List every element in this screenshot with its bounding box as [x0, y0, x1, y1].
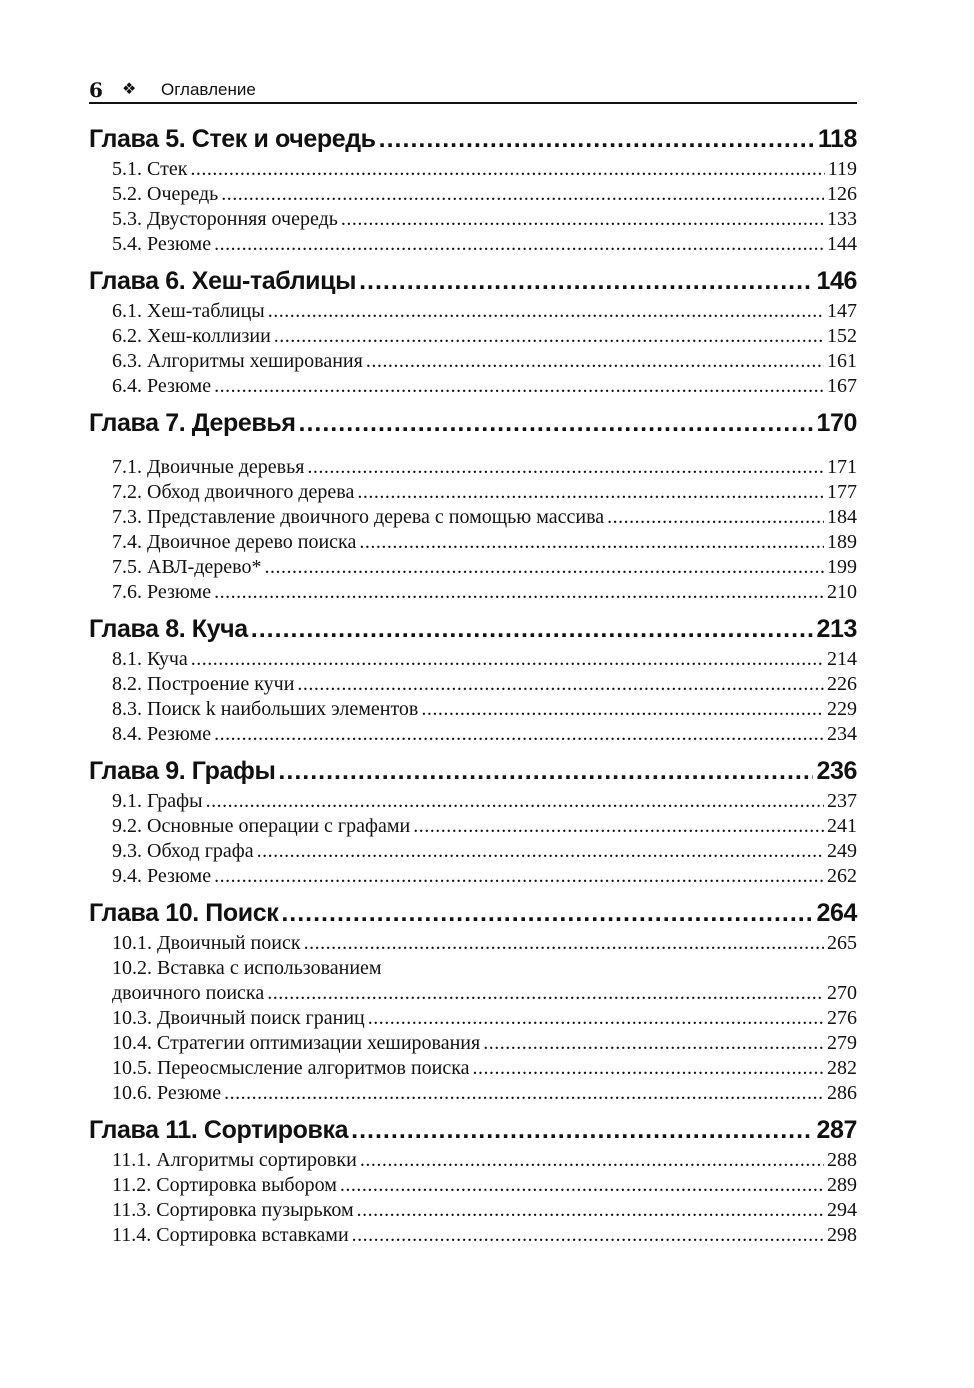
dot-leader [267, 981, 824, 1006]
dot-leader [366, 349, 824, 374]
chapter-heading[interactable] [89, 895, 857, 931]
section-title: 5.4. Резюме [112, 233, 212, 255]
dot-leader [297, 672, 824, 697]
dot-leader [299, 405, 814, 441]
section-title: 6.4. Резюме [112, 375, 212, 397]
dot-leader [359, 263, 813, 299]
section-entry[interactable] [89, 207, 857, 232]
section-page-number: 214 [827, 648, 857, 670]
section-entry[interactable] [89, 580, 857, 605]
section-page-number: 147 [827, 300, 857, 322]
dot-leader [359, 530, 824, 555]
section-page-number: 289 [827, 1174, 857, 1196]
section-title: 8.3. Поиск k наибольших элементов [112, 698, 419, 720]
section-page-number: 184 [827, 506, 857, 528]
section-title: 8.2. Построение кучи [112, 673, 295, 695]
dot-leader [191, 647, 824, 672]
section-entry[interactable] [89, 1081, 857, 1106]
chapter-title: Глава 5. Стек и очередь [89, 125, 376, 153]
dot-leader [304, 931, 824, 956]
section-list [89, 455, 857, 605]
dot-leader [268, 299, 824, 324]
section-page-number: 265 [827, 932, 857, 954]
section-title: 10.1. Двоичный поиск [112, 932, 301, 954]
dot-leader [473, 1056, 824, 1081]
dot-leader [340, 1173, 824, 1198]
section-entry[interactable] [89, 374, 857, 399]
section-entry[interactable] [89, 1173, 857, 1198]
section-title: 5.2. Очередь [112, 183, 219, 205]
ornament-icon: ❖ [122, 79, 137, 98]
section-entry[interactable] [89, 789, 857, 814]
section-page-number: 229 [827, 698, 857, 720]
dot-leader [206, 789, 824, 814]
section-title-line1: 10.2. Вставка с использованием [112, 957, 382, 979]
section-title: 11.1. Алгоритмы сортировки [112, 1149, 357, 1171]
section-title: 7.4. Двоичное дерево поиска [112, 531, 357, 553]
section-title: 7.5. АВЛ-дерево* [112, 556, 262, 578]
section-list [89, 157, 857, 257]
section-page-number: 270 [827, 982, 857, 1004]
dot-leader [264, 555, 824, 580]
section-page-number: 189 [827, 531, 857, 553]
dot-leader [413, 814, 824, 839]
section-entry[interactable] [89, 324, 857, 349]
section-title: 6.2. Хеш-коллизии [112, 325, 271, 347]
dot-leader [214, 374, 824, 399]
section-entry[interactable] [89, 672, 857, 697]
section-title: 7.6. Резюме [112, 581, 212, 603]
chapter-heading[interactable] [89, 263, 857, 299]
section-page-number: 282 [827, 1057, 857, 1079]
section-page-number: 298 [827, 1224, 857, 1246]
section-title: 9.2. Основные операции с графами [112, 815, 411, 837]
dot-leader [379, 121, 815, 157]
section-title: 5.3. Двусторонняя очередь [112, 208, 338, 230]
chapter-title: Глава 11. Сортировка [89, 1116, 349, 1144]
section-entry[interactable] [89, 480, 857, 505]
section-page-number: 144 [827, 233, 857, 255]
section-entry[interactable] [89, 1056, 857, 1081]
chapter-heading[interactable] [89, 611, 857, 647]
section-title: 8.4. Резюме [112, 723, 212, 745]
section-entry[interactable] [89, 157, 857, 182]
section-title: 7.1. Двоичные деревья [112, 456, 305, 478]
section-page-number: 276 [827, 1007, 857, 1029]
dot-leader [214, 232, 824, 257]
dot-leader [221, 182, 824, 207]
section-title: 10.5. Переосмысление алгоритмов поиска [112, 1057, 470, 1079]
section-entry[interactable] [89, 981, 857, 1006]
chapter-page-number: 264 [816, 899, 857, 927]
section-page-number: 152 [827, 325, 857, 347]
dot-leader [278, 753, 813, 789]
section-entry[interactable] [89, 1223, 857, 1248]
page-header [89, 76, 857, 104]
chapter-page-number: 146 [816, 267, 857, 295]
dot-leader [307, 455, 824, 480]
section-entry[interactable] [89, 505, 857, 530]
section-page-number: 279 [827, 1032, 857, 1054]
section-page-number: 234 [827, 723, 857, 745]
section-entry[interactable] [89, 864, 857, 889]
section-list [89, 647, 857, 747]
chapter-page-number: 170 [816, 409, 857, 437]
section-page-number: 241 [827, 815, 857, 837]
section-page-number: 286 [827, 1082, 857, 1104]
dot-leader [368, 1006, 824, 1031]
section-page-number: 171 [827, 456, 857, 478]
section-entry[interactable] [89, 839, 857, 864]
chapter-heading[interactable] [89, 753, 857, 789]
dot-leader [281, 895, 813, 931]
section-title: 8.1. Куча [112, 648, 188, 670]
section-page-number: 262 [827, 865, 857, 887]
section-entry[interactable] [89, 697, 857, 722]
section-page-number: 288 [827, 1149, 857, 1171]
section-title: 10.3. Двоичный поиск границ [112, 1007, 365, 1029]
chapter-title: Глава 6. Хеш-таблицы [89, 267, 357, 295]
section-page-number: 210 [827, 581, 857, 603]
section-list [89, 931, 857, 1106]
section-title: 10.6. Резюме [112, 1082, 222, 1104]
section-title: 11.4. Сортировка вставками [112, 1224, 349, 1246]
section-entry[interactable] [89, 1198, 857, 1223]
section-title: 9.3. Обход графа [112, 840, 254, 862]
section-title: 6.1. Хеш-таблицы [112, 300, 265, 322]
section-entry[interactable] [89, 814, 857, 839]
chapter-page-number: 236 [816, 757, 857, 785]
dot-leader [357, 480, 824, 505]
dot-leader [224, 1081, 824, 1106]
section-title: 7.3. Представление двоичного дерева с помощью массива [112, 506, 605, 528]
chapter-heading[interactable] [89, 121, 857, 157]
section-title: 6.3. Алгоритмы хеширования [112, 350, 363, 372]
section-entry[interactable] [89, 1031, 857, 1056]
section-list [89, 299, 857, 399]
section-page-number: 126 [827, 183, 857, 205]
section-entry[interactable] [89, 349, 857, 374]
dot-leader [214, 864, 824, 889]
dot-leader [341, 207, 824, 232]
table-of-contents [89, 121, 857, 1254]
dot-leader [357, 1198, 824, 1223]
section-page-number: 294 [827, 1199, 857, 1221]
dot-leader [214, 580, 824, 605]
chapter-title: Глава 8. Куча [89, 615, 248, 643]
section-page-number: 133 [827, 208, 857, 230]
dot-leader [214, 722, 824, 747]
section-title: 9.1. Графы [112, 790, 203, 812]
section-list [89, 1148, 857, 1248]
section-title: 9.4. Резюме [112, 865, 212, 887]
dot-leader [257, 839, 824, 864]
section-entry[interactable] [89, 182, 857, 207]
section-page-number: 167 [827, 375, 857, 397]
dot-leader [351, 1112, 813, 1148]
chapter-heading[interactable] [89, 1112, 857, 1148]
dot-leader [421, 697, 824, 722]
chapter-page-number: 213 [816, 615, 857, 643]
section-title: 11.2. Сортировка выбором [112, 1174, 337, 1196]
section-entry[interactable] [89, 722, 857, 747]
section-entry[interactable] [89, 232, 857, 257]
section-page-number: 119 [827, 158, 857, 180]
section-entry[interactable] [89, 530, 857, 555]
dot-leader [352, 1223, 824, 1248]
section-page-number: 226 [827, 673, 857, 695]
section-list [89, 789, 857, 889]
section-entry[interactable] [89, 455, 857, 480]
dot-leader [360, 1148, 824, 1173]
page-number: 6 [89, 78, 103, 102]
section-entry[interactable] [89, 1006, 857, 1031]
section-title: двоичного поиска [112, 982, 265, 1004]
section-entry[interactable] [89, 1148, 857, 1173]
section-page-number: 199 [827, 556, 857, 578]
chapter-title: Глава 10. Поиск [89, 899, 279, 927]
section-title: 10.4. Стратегии оптимизации хеширования [112, 1032, 481, 1054]
section-entry[interactable] [89, 647, 857, 672]
chapter-heading[interactable] [89, 405, 857, 441]
dot-leader [483, 1031, 824, 1056]
chapter-page-number: 287 [816, 1116, 857, 1144]
section-entry[interactable] [89, 555, 857, 580]
chapter-page-number: 118 [817, 125, 857, 153]
dot-leader [190, 157, 824, 182]
section-title: 7.2. Обход двоичного дерева [112, 481, 355, 503]
section-title: 11.3. Сортировка пузырьком [112, 1199, 354, 1221]
section-title: 5.1. Стек [112, 158, 188, 180]
section-entry[interactable] [89, 931, 857, 956]
running-title: Оглавление [161, 80, 256, 99]
section-entry[interactable] [89, 299, 857, 324]
section-page-number: 161 [827, 350, 857, 372]
dot-leader [251, 611, 814, 647]
dot-leader [274, 324, 824, 349]
dot-leader [607, 505, 824, 530]
chapter-title: Глава 7. Деревья [89, 409, 296, 437]
section-page-number: 237 [827, 790, 857, 812]
chapter-title: Глава 9. Графы [89, 757, 276, 785]
section-page-number: 177 [827, 481, 857, 503]
section-page-number: 249 [827, 840, 857, 862]
